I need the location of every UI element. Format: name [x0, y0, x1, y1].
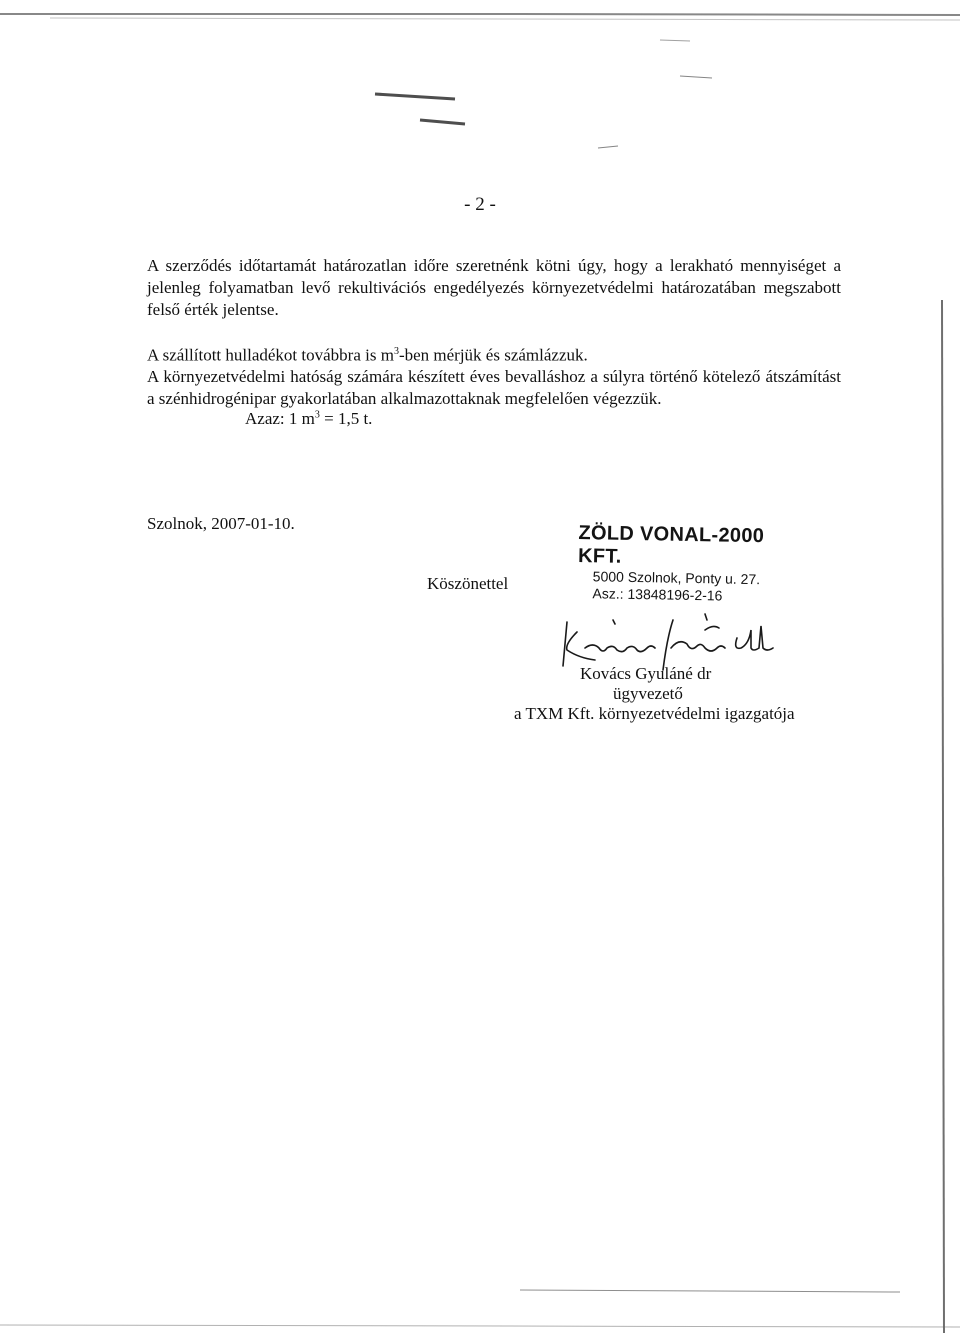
paragraph-measurement-text-end: -ben mérjük és számlázzuk.	[398, 345, 588, 365]
formula-text: Azaz: 1 m	[245, 409, 315, 428]
paragraph-measurement	[147, 341, 841, 367]
stamp-address: 5000 Szolnok, Ponty u. 27.	[592, 568, 761, 588]
superscript-cubed: 3	[314, 409, 320, 421]
bottom-edge-scan-line	[0, 1325, 960, 1327]
signer-organization: a TXM Kft. környezetvédelmi igazgatója	[514, 704, 795, 723]
bottom-scan-line	[520, 1290, 900, 1292]
superscript-cubed: 3	[393, 346, 399, 357]
scan-smudge	[660, 40, 690, 41]
right-edge-scan-line	[942, 300, 944, 1333]
paragraph-conversion: A környezetvédelmi hatóság számára készített éves bevalláshoz a súlyra történő kötelező átszámítást a szénhidrogénipar gyakorlatában alkalmazottaknak megfelelően végezzük.	[147, 367, 841, 408]
page-number: - 2 -	[464, 194, 496, 215]
top-edge-scan-line-faint	[50, 18, 960, 20]
place-date: Szolnok, 2007-01-10.	[147, 514, 295, 533]
closing-thanks: Köszönettel	[427, 574, 509, 593]
formula-result: = 1,5 t.	[319, 409, 373, 428]
signer-title: ügyvezető	[613, 684, 683, 703]
conversion-formula	[245, 409, 372, 429]
signer-name: Kovács Gyuláné dr	[580, 664, 712, 683]
company-stamp	[577, 522, 808, 606]
scan-smudge	[375, 94, 455, 99]
paragraph-measurement-text: A szállított hulladékot továbbra is m	[147, 345, 394, 365]
stamp-tax-number: Asz.: 13848196-2-16	[592, 585, 723, 604]
paragraph-contract-duration: A szerződés időtartamát határozatlan időre szeretnénk kötni úgy, hogy a lerakható mennyiséget a jelenleg folyamatban levő rekultivációs engedélyezés környezetvédelmi határozatában megszabott felső érték jelentse.	[147, 256, 841, 319]
stamp-company-name: ZÖLD VONAL-2000 KFT.	[577, 521, 765, 568]
scan-smudge	[680, 76, 712, 78]
top-edge-scan-line	[0, 14, 960, 16]
scan-smudge	[598, 146, 618, 148]
scan-smudge	[420, 120, 465, 124]
